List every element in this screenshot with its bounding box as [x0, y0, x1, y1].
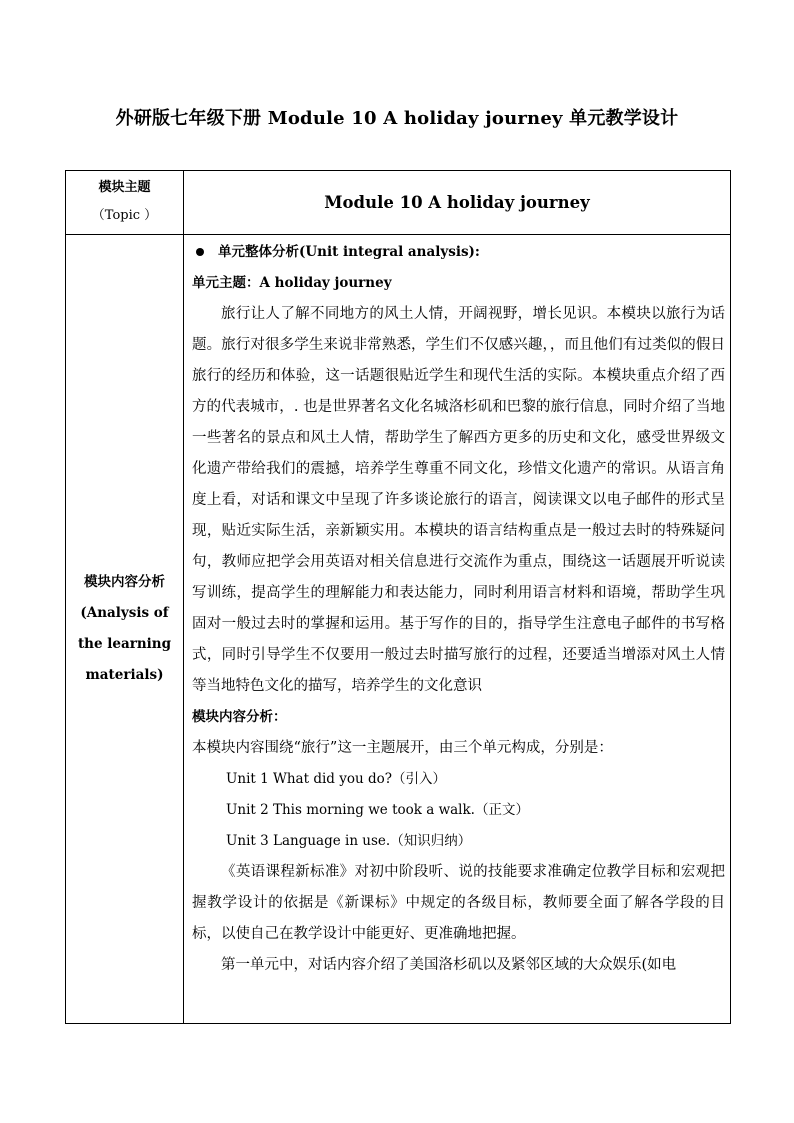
document-title: 外研版七年级下册 Module 10 A holiday journey 单元教学设计 — [115, 108, 679, 129]
analysis-row — [66, 235, 731, 1024]
unit-analysis-heading-text: 单元整体分析(Unit integral analysis): — [218, 244, 480, 260]
unit-analysis-heading — [192, 237, 725, 268]
unit-item-1: Unit 1 What did you do?（引入） — [226, 771, 446, 787]
unit-item-3: Unit 3 Language in use.（知识归纳） — [226, 833, 472, 849]
topic-label-en: （Topic ） — [91, 208, 158, 223]
analysis-content-cell — [184, 235, 731, 1024]
analysis-label-en-3: materials) — [85, 667, 164, 683]
content-intro: 本模块内容围绕“旅行”这一主题展开，由三个单元构成，分别是： — [192, 740, 613, 756]
analysis-label-cell — [66, 235, 184, 1024]
analysis-paragraph-2: 《英语课程新标准》对初中阶段听、说的技能要求准确定位教学目标和宏观把握教学设计的依据是《新课标》中规定的各级目标，教师要全面了解各学段的目标，以使自己在教学设计中能更好、更准确地把握。 — [192, 864, 725, 942]
topic-value-cell: Module 10 A holiday journey — [184, 171, 731, 235]
analysis-paragraph-1: 旅行让人了解不同地方的风土人情，开阔视野，增长见识。本模块以旅行为话题。旅行对很多学生来说非常熟悉，学生们不仅感兴趣，，而且他们有过类似的假日旅行的经历和体验，这一话题很贴近学生和现代生活的实际。本模块重点介绍了西方的代表城市，. 也是世界著名文化名城洛杉矶和巴黎的旅行信息，同时介绍了当地一些著名的景点和风土人情，帮助学生了解西方更多的历史和文化，感受世界级文化遗产带给我们的震撼，培养学生尊重不同文化，珍惜文化遗产的常识。从语言角度上看，对话和课文中呈现了许多谈论旅行的语言，阅读课文以电子邮件的形式呈现，贴近实际生活，亲新颖实用。本模块的语言结构重点是一般过去时的特殊疑问句，教师应把学会用英语对相关信息进行交流作为重点，围绕这一话题展开听说读写训练，提高学生的理解能力和表达能力，同时利用语言材料和语境，帮助学生巩固对一般过去时的掌握和运用。基于写作的目的，指导学生注意电子邮件的书写格式，同时引导学生不仅要用一般过去时描写旅行的过程，还要适当增添对风土人情等当地特色文化的描写，培养学生的文化意识 — [192, 306, 725, 694]
bullet-icon — [196, 248, 204, 256]
topic-row — [66, 171, 731, 235]
unit-item-2: Unit 2 This morning we took a walk.（正文） — [226, 802, 529, 818]
analysis-paragraph-3: 第一单元中，对话内容介绍了美国洛杉矶以及紧邻区域的大众娱乐(如电 — [221, 957, 677, 973]
analysis-label-en-2: the learning — [77, 636, 172, 652]
unit-theme-line: 单元主题：A holiday journey — [192, 275, 392, 291]
topic-label-cn: 模块主题 — [98, 180, 151, 195]
topic-label-cell — [66, 171, 184, 235]
content-analysis-heading: 模块内容分析： — [192, 709, 287, 725]
analysis-label-en-1: (Analysis of — [80, 605, 169, 621]
analysis-label-cn: 模块内容分析 — [84, 574, 165, 590]
lesson-design-table — [65, 170, 731, 1024]
